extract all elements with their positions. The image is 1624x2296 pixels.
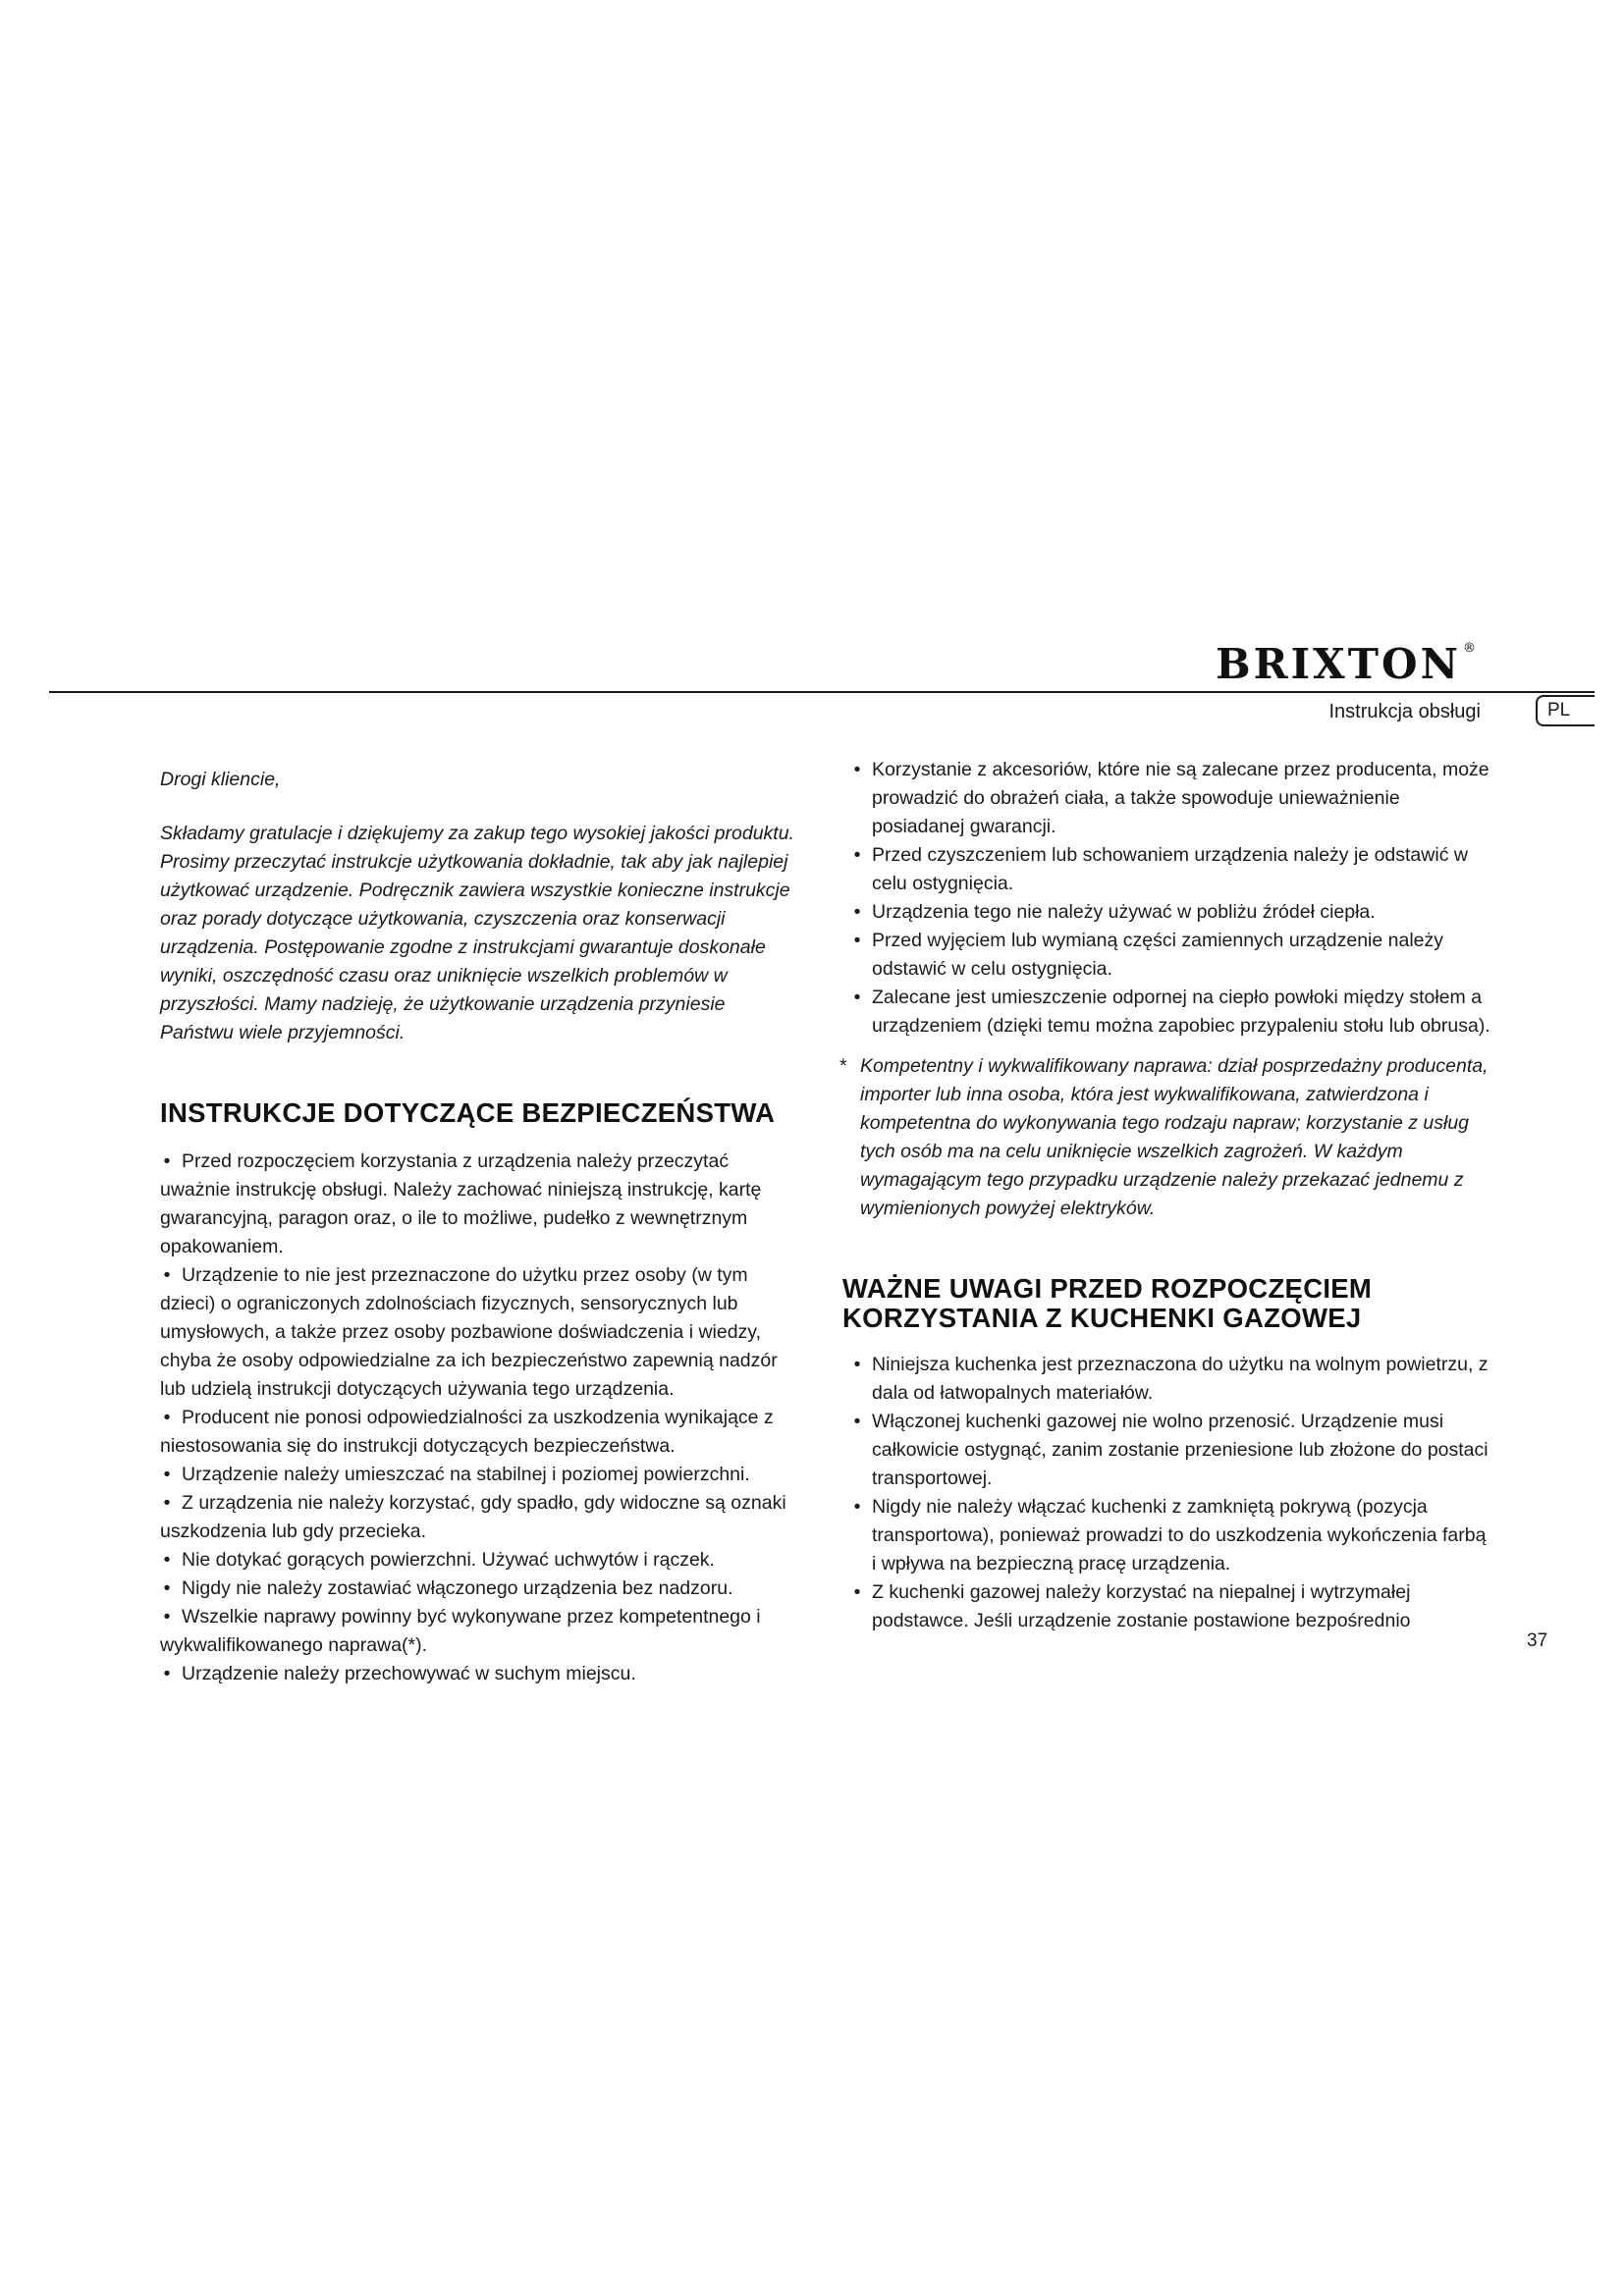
list-item: • Włączonej kuchenki gazowej nie wolno przenosić. Urządzenie musi całkowicie ostygnąć, zanim zostanie przeniesione lub złożone do postaci transportowej. (853, 1411, 1489, 1489)
greeting: Drogi kliencie, (160, 769, 281, 790)
left-column (160, 756, 803, 1688)
right-column (839, 756, 1495, 1635)
header-rule (49, 691, 1595, 693)
list-item: • Z urządzenia nie należy korzystać, gdy spadło, gdy widoczne są oznaki uszkodzenia lub gdy przecieka. (160, 1492, 786, 1542)
list-item: • Zalecane jest umieszczenie odpornej na ciepło powłoki między stołem a urządzeniem (dzięki temu można zapobiec przypaleniu stołu lub obrusa). (853, 987, 1490, 1037)
footnote-text: Kompetentny i wykwalifikowany naprawa: dział posprzedażny producenta, importer lub inna osoba, która jest wykwalifikowana, zatwierdzona i kompetentna do wykonywania tego rodzaju napraw; korzystanie z usług tych osób ma na celu uniknięcie wszelkich zagrożeń. W każdym wymagającym tego przypadku urządzenie należy przekazać jednemu z wymienionych powyżej elektryków. (860, 1055, 1489, 1219)
list-item: • Przed rozpoczęciem korzystania z urządzenia należy przeczytać uważnie instrukcję obsługi. Należy zachować niniejszą instrukcję, kartę gwarancyjną, paragon oraz, o ile to możliwe, pudełko z wewnętrznym opakowaniem. (160, 1150, 762, 1257)
list-item: • Z kuchenki gazowej należy korzystać na niepalnej i wytrzymałej podstawce. Jeśli urządzenie zostanie postawione bezpośrednio (853, 1581, 1411, 1631)
gas-heading: WAŻNE UWAGI PRZED ROZPOCZĘCIEM KORZYSTANIA Z KUCHENKI GAZOWEJ (842, 1273, 1373, 1333)
safety-list (160, 1148, 803, 1688)
document-title: Instrukcja obsługi (1328, 701, 1481, 722)
list-item: • Producent nie ponosi odpowiedzialności za uszkodzenia wynikające z niestosowania się do instrukcji dotyczących bezpieczeństwa. (160, 1407, 774, 1457)
registered-mark: ® (1463, 641, 1476, 656)
language-tab: PL (1536, 695, 1595, 726)
list-item: • Przed wyjęciem lub wymianą części zamiennych urządzenie należy odstawić w celu ostygnięcia. (853, 930, 1444, 980)
list-item: • Korzystanie z akcesoriów, które nie są zalecane przez producenta, może prowadzić do obrażeń ciała, a także spowoduje unieważnienie posiadanej gwarancji. (853, 759, 1489, 837)
footnote (839, 1052, 1495, 1223)
brand-logo (1216, 640, 1476, 688)
list-item: • Urządzenie należy umieszczać na stabilnej i poziomej powierzchni. (163, 1464, 750, 1485)
list-item: • Przed czyszczeniem lub schowaniem urządzenia należy je odstawić w celu ostygnięcia. (853, 844, 1468, 894)
list-item: • Niniejsza kuchenka jest przeznaczona do użytku na wolnym powietrzu, z dala od łatwopalnych materiałów. (853, 1354, 1489, 1404)
list-item: • Wszelkie naprawy powinny być wykonywane przez kompetentnego i wykwalifikowanego naprawa(*). (160, 1606, 761, 1656)
footnote-marker: * (839, 1055, 847, 1077)
brand-name: BRIXTON (1216, 640, 1461, 688)
list-item: • Urządzenia tego nie należy używać w pobliżu źródeł ciepła. (853, 901, 1376, 923)
list-item: • Nigdy nie należy włączać kuchenki z zamkniętą pokrywą (pozycja transportowa), ponieważ prowadzi to do uszkodzenia wykończenia farbą i wpływa na bezpieczną pracę urządzenia. (853, 1496, 1487, 1575)
list-item: • Nigdy nie należy zostawiać włączonego urządzenia bez nadzoru. (163, 1577, 733, 1599)
list-item: • Nie dotykać gorących powierzchni. Używać uchwytów i rączek. (163, 1549, 715, 1571)
intro-paragraph: Składamy gratulacje i dziękujemy za zakup tego wysokiej jakości produktu. Prosimy przeczytać instrukcje użytkowania dokładnie, tak aby jak najlepiej użytkować urządzenie. Podręcznik zawiera wszystkie konieczne instrukcje oraz porady dotyczące użytkowania, czyszczenia oraz konserwacji urządzenia. Postępowanie zgodne z instrukcjami gwarantuje doskonałe wyniki, oszczędność czasu oraz uniknięcie wszelkich problemów w przyszłości. Mamy nadzieję, że użytkowanie urządzenia przyniesie Państwu wiele przyjemności. (160, 823, 794, 1043)
list-item: • Urządzenie należy przechowywać w suchym miejscu. (163, 1663, 636, 1684)
gas-list (842, 1351, 1495, 1635)
page-number: 37 (1527, 1630, 1548, 1651)
list-item: • Urządzenie to nie jest przeznaczone do użytku przez osoby (w tym dzieci) o ograniczonych zdolnościach fizycznych, sensorycznych lub umysłowych, a także przez osoby pozbawione doświadczenia i wiedzy, chyba że osoby odpowiedzialne za ich bezpieczeństwo zapewnią nadzór lub udzielą instrukcji dotyczących używania tego urządzenia. (160, 1264, 778, 1400)
safety-list-continued (842, 756, 1495, 1041)
safety-heading: INSTRUKCJE DOTYCZĄCE BEZPIECZEŃSTWA (160, 1097, 776, 1128)
